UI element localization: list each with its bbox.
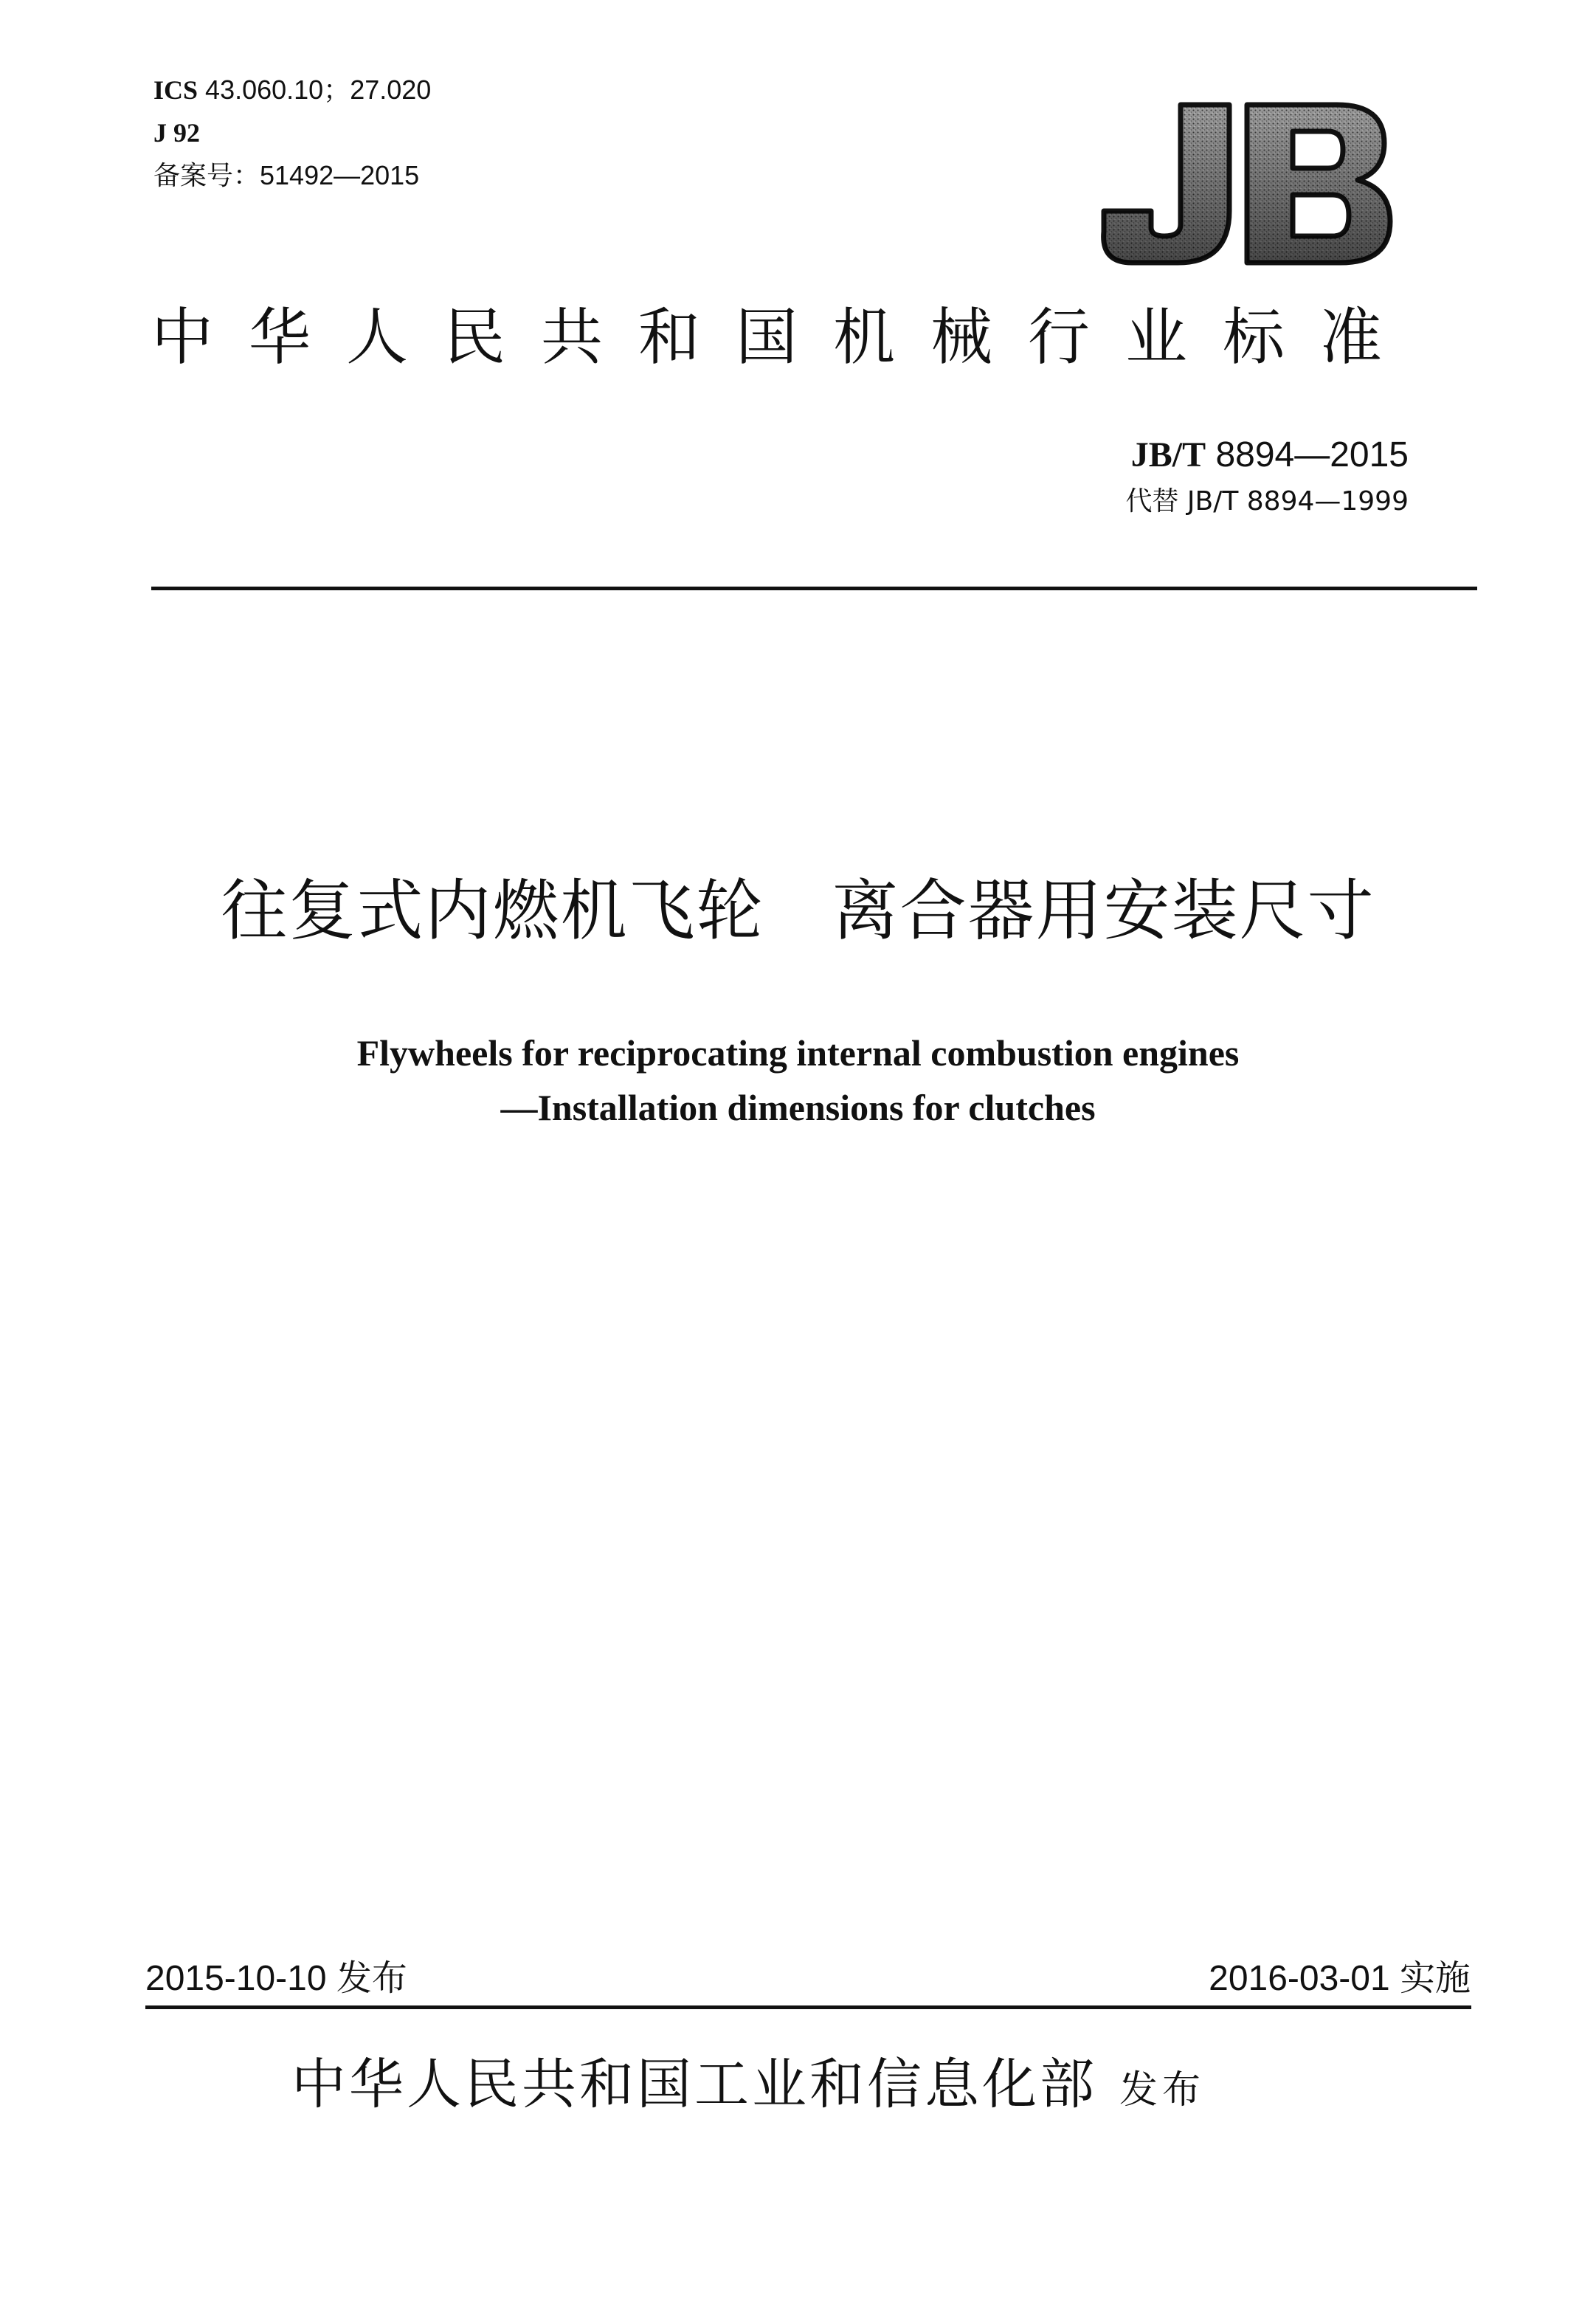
title-english-line2: —Installation dimensions for clutches: [500, 1087, 1096, 1128]
issue-date: 2015-10-10 发布: [145, 1959, 407, 1998]
publisher-suffix: 发布: [1119, 2068, 1206, 2112]
standard-code-number: 8894—2015: [1215, 435, 1409, 474]
publisher-name: 中华人民共和国工业和信息化部: [291, 2053, 1097, 2116]
header-divider: [151, 587, 1477, 590]
ics-code: [153, 77, 431, 103]
ics-value: 43.060.10；27.020: [205, 75, 432, 105]
replaces-standard: 代替 JB/T 8894—1999: [1125, 486, 1409, 516]
org-standard-title: 中华人民共和国机械行业标准: [151, 301, 1418, 373]
implementation-date: 2016-03-01 实施: [1209, 1959, 1471, 1998]
standard-code-prefix: JB/T: [1130, 435, 1206, 474]
publisher: [291, 2053, 1206, 2116]
title-chinese: 往复式内燃机飞轮 离合器用安装尺寸: [221, 872, 1375, 950]
jb-logo: [1099, 100, 1395, 270]
footer-divider: [145, 2005, 1471, 2009]
title-english-line1: Flywheels for reciprocating internal combustion engines: [356, 1032, 1240, 1074]
classification-code: J 92: [153, 118, 200, 148]
record-number: 备案号：51492—2015: [153, 160, 420, 190]
title-english: [0, 1026, 1596, 1135]
ics-label: ICS: [153, 75, 198, 105]
standard-code: [1130, 435, 1409, 474]
